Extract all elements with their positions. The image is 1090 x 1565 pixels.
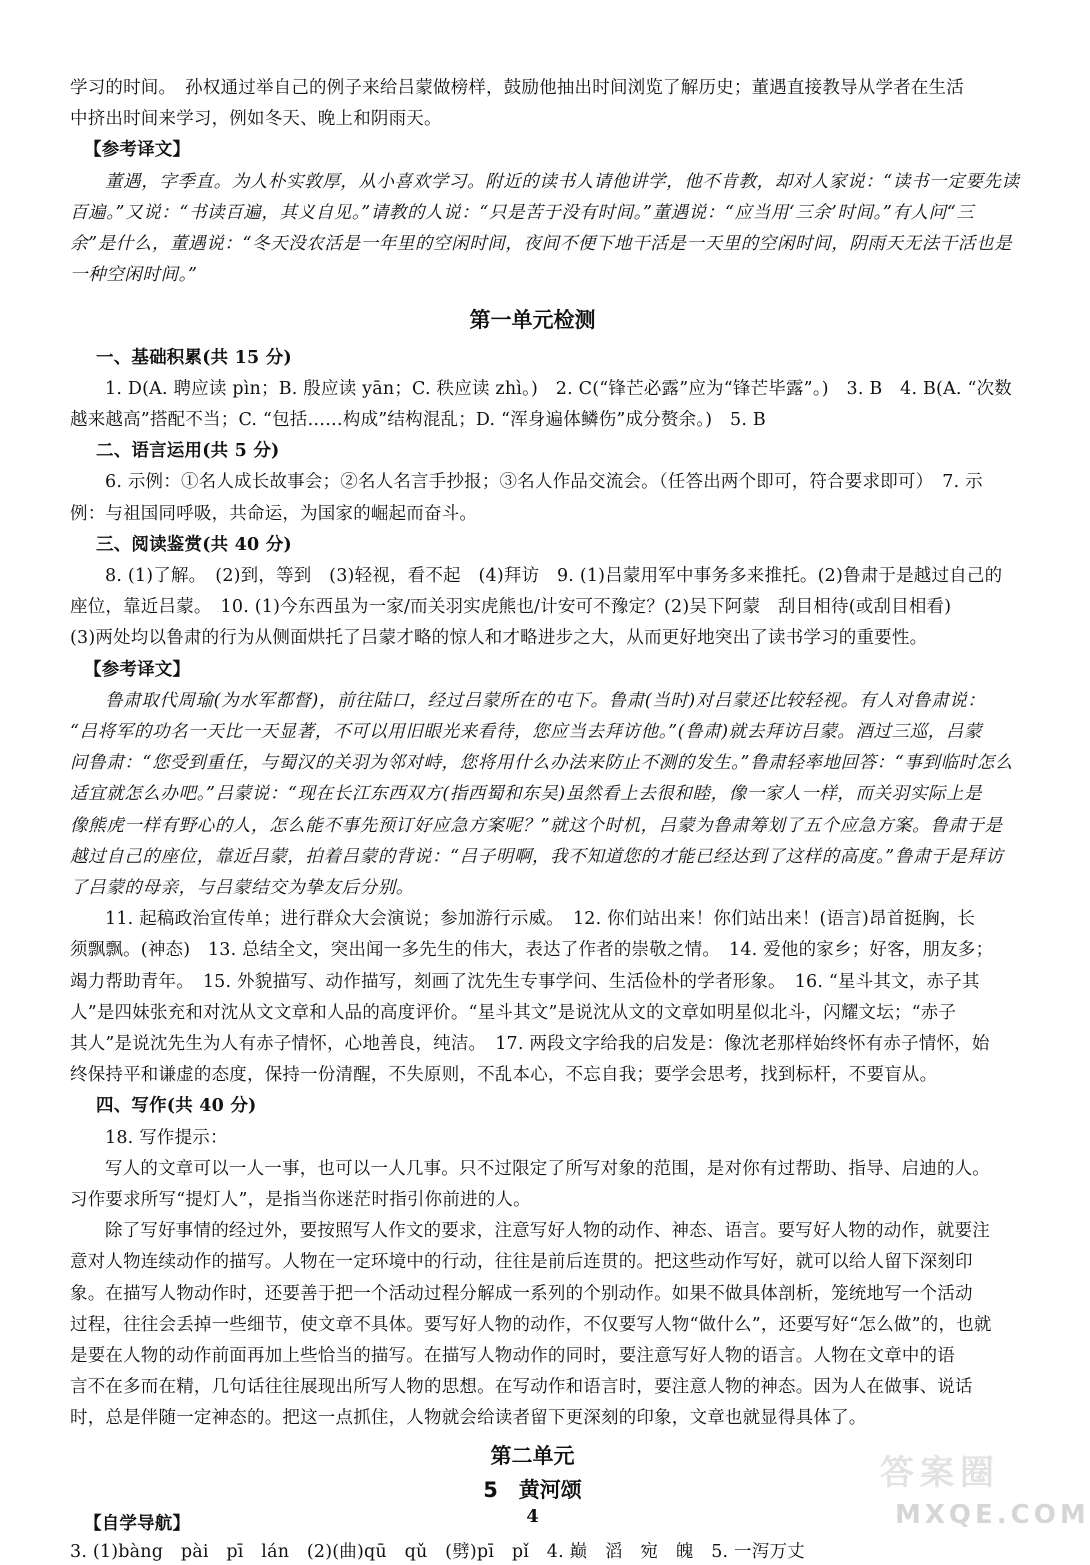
- watermark-logo: 答案圈: [880, 1453, 1000, 1493]
- translation-line: 百遍。”又说：“书读百遍，其义自见。”请教的人说：“只是苦于没有时间。”董遇说：“应当用‘三余’时间。”有人问“三: [70, 202, 975, 223]
- text-line: 8. (1)了解。 (2)到，等到 (3)轻视，看不起 (4)拜访 9. (1)吕蒙用军中事务多来推托。(2)鲁肃于是越过自己的: [105, 566, 1003, 586]
- translation-line: 越过自己的座位，靠近吕蒙，拍着吕蒙的背说：“吕子明啊，我不知道您的才能已经达到了这样的高度。”鲁肃于是拜访: [70, 846, 1004, 867]
- text-line: 11. 起稿政治宣传单；进行群众大会演说；参加游行示威。 12. 你们站出来！你们站出来！(语言)昂首挺胸，长: [105, 909, 976, 930]
- text-line: 例：与祖国同呼吸，共命运，为国家的崛起而奋斗。: [70, 503, 478, 524]
- section-heading: 四、写作(共 40 分): [96, 1096, 257, 1117]
- text-line: 写人的文章可以一人一事，也可以一人几事。只不过限定了所写对象的范围，是对你有过帮助、指导、启迪的人。: [105, 1158, 990, 1179]
- translation-line: 余”是什么，董遇说：“冬天没农活是一年里的空闲时间，夜间不便下地干活是一天里的空闲时间，阴雨天无法干活也是: [70, 234, 1013, 254]
- section-heading: 二、语言运用(共 5 分): [96, 441, 280, 462]
- text-line: 中挤出时间来学习，例如冬天、晚上和阴雨天。: [70, 109, 442, 130]
- text-line: 18. 写作提示：: [105, 1127, 228, 1148]
- watermark-site: MXQE.COM: [895, 1500, 1090, 1530]
- translation-line: 问鲁肃：“您受到重任，与蜀汉的关羽为邻对峙，您将用什么办法来防止不测的发生。”鲁肃轻率地回答：“事到临时怎么: [70, 753, 1013, 774]
- text-line: (3)两处均以鲁肃的行为从侧面烘托了吕蒙才略的惊人和才略进步之大，从而更好地突出了读书学习的重要性。: [70, 628, 928, 649]
- text-line: 1. D(A. 聘应读 pìn；B. 殷应读 yān；C. 秩应读 zhì。) 2. C(“锋芒必露”应为“锋芒毕露”。) 3. B 4. B(A. “次数: [105, 378, 1012, 399]
- text-line: 除了写好事情的经过外，要按照写人作文的要求，注意写好人物的动作、神态、语言。要写好人物的动作，就要注: [105, 1221, 990, 1242]
- text-line: 终保持平和谦虚的态度，保持一份清醒，不失原则，不乱本心，不忘自我；要学会思考，找到标杆，不要盲从。: [70, 1065, 938, 1086]
- section-heading: 一、基础积累(共 15 分): [96, 347, 292, 368]
- translation-line: 了吕蒙的母亲，与吕蒙结交为挚友后分别。: [70, 878, 414, 898]
- section-label: 【参考译文】: [84, 659, 191, 680]
- unit-two-heading: 第二单元: [490, 1443, 575, 1468]
- text-line: 习作要求所写“提灯人”，是指当你迷茫时指引你前进的人。: [70, 1190, 531, 1210]
- page-number: 4: [526, 1506, 539, 1527]
- text-line: 其人”是说沈先生为人有赤子情怀，心地善良，纯洁。 17. 两段文字给我的启发是：像沈老那样始终怀有赤子情怀，始: [70, 1034, 990, 1054]
- lesson-heading: 5 黄河颂: [483, 1477, 582, 1502]
- text-line: 6. 示例：①名人成长故事会；②名人名言手抄报；③名人作品交流会。（任答出两个即可，符合要求即可） 7. 示: [105, 472, 983, 493]
- translation-line: 像熊虎一样有野心的人，怎么能不事先预订好应急方案呢？”就这个时机，吕蒙为鲁肃筹划了五个应急方案。鲁肃于是: [70, 815, 1003, 836]
- translation-line: 董遇，字季直。为人朴实敦厚，从小喜欢学习。附近的读书人请他讲学，他不肯教，却对人家说：“读书一定要先读: [105, 171, 1020, 192]
- translation-line: “吕将军的功名一天比一天显著，不可以用旧眼光来看待，您应当去拜访他。”(鲁肃)就去拜访吕蒙。酒过三巡，吕蒙: [70, 722, 983, 742]
- unit-test-heading: 第一单元检测: [469, 308, 596, 333]
- text-line: 座位，靠近吕蒙。 10. (1)今东西虽为一家/而关羽实虎熊也/计安可不豫定？(2)吴下阿蒙 刮目相待(或刮目相看): [70, 597, 952, 618]
- translation-line: 适宜就怎么办吧。”吕蒙说：“现在长江东西双方(指西蜀和东吴)虽然看上去很和睦，像一家人一样，而关羽实际上是: [70, 784, 983, 805]
- text-line: 人”是四妹张充和对沈从文文章和人品的高度评价。“星斗其文”是说沈从文的文章如明星似北斗，闪耀文坛；“赤子: [70, 1002, 957, 1023]
- section-heading: 三、阅读鉴赏(共 40 分): [96, 534, 292, 555]
- text-line: 象。在描写人物动作时，还要善于把一个活动过程分解成一系列的个别动作。如果不做具体剖析，笼统地写一个活动: [70, 1283, 973, 1304]
- text-line: 越来越高”搭配不当；C. “包括……构成”结构混乱；D. “浑身遍体鳞伤”成分赘余。) 5. B: [70, 410, 766, 430]
- section-label: 【参考译文】: [84, 140, 191, 161]
- text-line: 学习的时间。 孙权通过举自己的例子来给吕蒙做榜样，鼓励他抽出时间浏览了解历史；董遇直接教导从学者在生活: [70, 78, 964, 98]
- translation-line: 一种空闲时间。”: [70, 265, 198, 286]
- text-line: 意对人物连续动作的描写。人物在一定环境中的行动，往往是前后连贯的。把这些动作写好，就可以给人留下深刻印: [70, 1252, 973, 1273]
- text-line: 时，总是伴随一定神态的。把这一点抓住，人物就会给读者留下更深刻的印象，文章也就显得具体了。: [70, 1408, 867, 1429]
- text-line: 须飘飘。(神态) 13. 总结全文，突出闻一多先生的伟大，表达了作者的崇敬之情。 14. 爱他的家乡；好客，朋友多；: [70, 940, 994, 961]
- text-line: 过程，往往会丢掉一些细节，使文章不具体。要写好人物的动作，不仅要写人物“做什么”，还要写好“怎么做”的，也就: [70, 1314, 992, 1335]
- text-line: 言不在多而在精，几句话往往展现出所写人物的思想。在写动作和语言时，要注意人物的神态。因为人在做事、说话: [70, 1377, 973, 1398]
- text-line: 竭力帮助青年。 15. 外貌描写、动作描写，刻画了沈先生专事学问、生活俭朴的学者形象。 16. “星斗其文，赤子其: [70, 971, 980, 992]
- section-label: 【自学导航】: [84, 1513, 191, 1534]
- text-line: 是要在人物的动作前面再加上些恰当的描写。在描写人物动作的同时，要注意写好人物的语言。人物在文章中的语: [70, 1346, 955, 1366]
- translation-line: 鲁肃取代周瑜(为水军都督)，前往陆口，经过吕蒙所在的屯下。鲁肃(当时)对吕蒙还比较轻视。有人对鲁肃说：: [105, 690, 986, 711]
- text-line: 3. (1)bàng pài pī lán (2)(曲)qū qǔ (劈)pī pǐ 4. 巅 滔 宛 魄 5. 一泻万丈: [70, 1541, 805, 1562]
